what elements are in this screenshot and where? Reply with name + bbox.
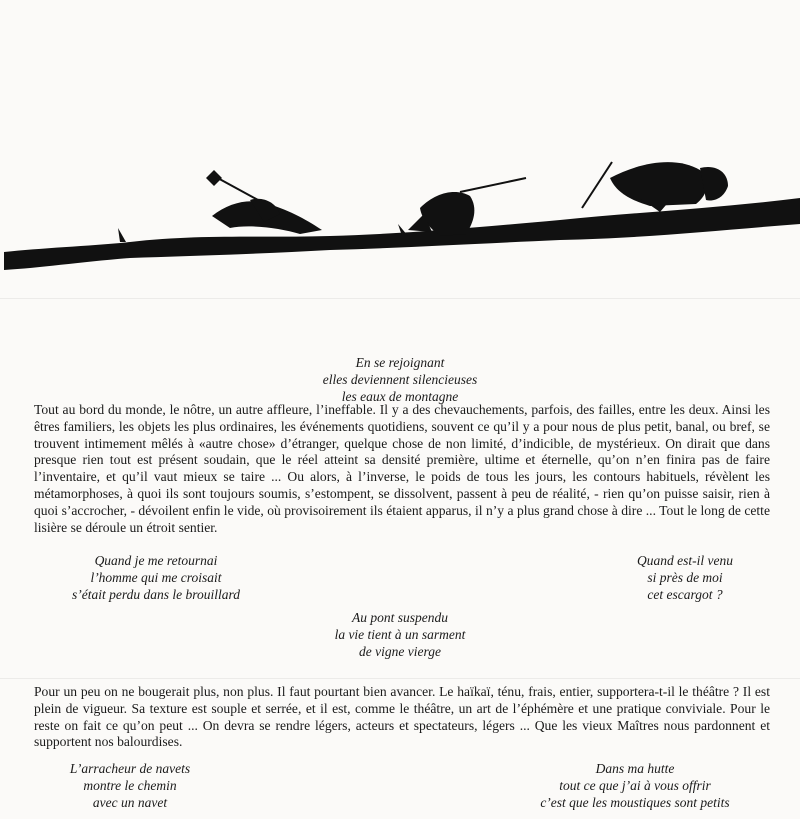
haiku-line: les eaux de montagne [341,389,459,404]
haiku-line: l’homme qui me croisait [90,570,222,585]
haiku-line: elles deviennent silencieuses [322,372,478,387]
haiku-line: cet escargot ? [647,587,723,602]
haiku-right [515,760,755,811]
haiku-line: tout ce que j’ai à vous offrir [559,778,711,793]
haiku-line: Dans ma hutte [595,761,675,776]
ink-brush-illustration [0,150,800,280]
haiku-line: la vie tient à un sarment [334,627,466,642]
haiku-line: si près de moi [647,570,723,585]
paper-fold-line [0,678,800,679]
haiku-line: L’arracheur de navets [69,761,191,776]
haiku-left [40,760,220,811]
haiku-top [250,354,550,405]
haiku-line: de vigne vierge [359,644,441,659]
haiku-center [310,609,490,660]
haiku-line: avec un navet [92,795,168,810]
haiku-left [56,552,256,603]
haiku-right [620,552,750,603]
paper-fold-line [0,298,800,299]
prose-paragraph: Pour un peu on ne bougerait plus, non plus. Il faut pourtant bien avancer. Le haïkaï, ténu, frais, entier, supportera-t-il le théâtre ? Il est plein de vigueur. Sa texture est souple et serrée, et il est, comme le théâtre, un art de l’éphémère et une pratique conviviale. Pour le reste on fait ce qu’on peut ... On devra se rendre légers, acteurs et spectateurs, légers ... Que les vieux Maîtres nous pardonnent et supportent nos balourdises. [34,684,770,750]
haiku-line: c’est que les moustiques sont petits [540,795,730,810]
haiku-line: Quand je me retournai [94,553,218,568]
ink-figure-right [582,162,728,212]
haiku-line: s’était perdu dans le brouillard [72,587,240,602]
haiku-line: montre le chemin [83,778,177,793]
haiku-line: En se rejoignant [355,355,445,370]
ink-figure-left [206,170,322,234]
prose-paragraph: Tout au bord du monde, le nôtre, un autre affleure, l’ineffable. Il y a des chevauchements, parfois, des failles, entre les deux. Ainsi les êtres familiers, les objets les plus ordinaires, les événements quotidiens, souvent ce qu’il y a pour nous de plus petit, banal, ou bref, se trouvent intimement mêlés à «autre chose» d’étranger, quelque chose de non limité, d’indicible, de mystérieux. On dirait que dans presque rien tout est présent soudain, que le réel atteint sa densité première, ultime et éternelle, qu’on n’en finira pas de faire l’inventaire, et qu’il vaut mieux se taire ... Ou alors, à l’inverse, le poids de tous les jours, les contours habituels, révèlent les métamorphoses, à quoi ils sont toujours soumis, s’estompent, se dissolvent, passent à peu de réalité, - rien qu’on puisse saisir, rien à quoi s’accrocher, - dévoilent enfin le vide, où provisoirement ils étaient apparus, il n’y a plus grand chose à dire ... Tout le long de cette lisière se déroule un étroit sentier. [34,402,770,535]
haiku-line: Au pont suspendu [352,610,448,625]
haiku-line: Quand est-il venu [637,553,733,568]
ink-ground-drip [118,228,126,242]
